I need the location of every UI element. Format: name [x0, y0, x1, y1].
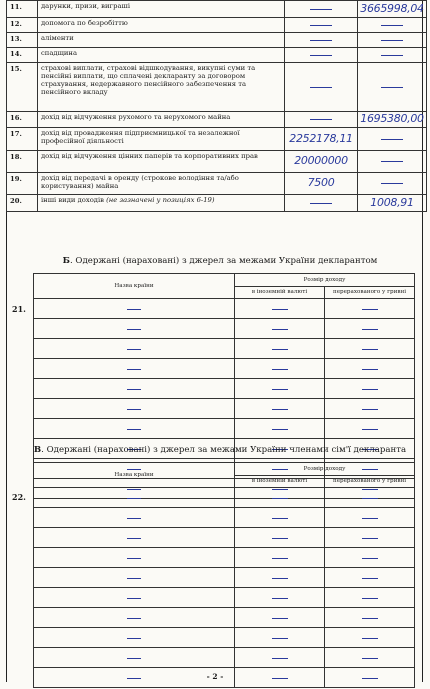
description-note: (не зазначені у позиціях 6-19): [106, 196, 215, 204]
handwritten-dash: [272, 638, 288, 639]
uah-amount-cell: [325, 548, 415, 568]
handwritten-dash: [272, 498, 288, 499]
row-21-label: 21.: [12, 304, 26, 314]
amount-col-1: [285, 18, 358, 33]
handwritten-dash: [362, 578, 378, 579]
country-cell: [34, 339, 235, 359]
row-number: 19.: [7, 173, 38, 195]
country-cell: [34, 319, 235, 339]
uah-amount-cell: [325, 339, 415, 359]
foreign-amount-cell: [235, 608, 325, 628]
handwritten-dash: [272, 598, 288, 599]
foreign-amount-cell: [235, 648, 325, 668]
foreign-amount-cell: [235, 548, 325, 568]
amount-col-1: [285, 63, 358, 112]
income-type-description: [38, 18, 285, 33]
income-row: [7, 128, 427, 151]
handwritten-dash: [127, 598, 141, 599]
handwritten-amount: 2252178,11: [289, 131, 353, 145]
row-number: 16.: [7, 112, 38, 128]
uah-amount-cell: [325, 379, 415, 399]
income-type-description: [38, 173, 285, 195]
description-text: дохід від передачі в оренду (строкове володіння та/або користування) майна: [41, 174, 239, 190]
handwritten-dash: [362, 558, 378, 559]
handwritten-dash: [381, 55, 403, 56]
section-v-title: [20, 445, 420, 455]
handwritten-amount: 20000000: [294, 154, 348, 167]
col-country-header: Назва країни: [34, 463, 235, 488]
handwritten-dash: [272, 369, 288, 370]
amount-col-2: [358, 63, 427, 112]
handwritten-dash: [127, 658, 141, 659]
amount-col-1: [285, 33, 358, 48]
description-text: дохід від відчуження цінних паперів та корпоративних прав: [41, 152, 258, 160]
handwritten-dash: [362, 349, 378, 350]
handwritten-amount: 3665998,04: [360, 1, 424, 15]
row-number: 17.: [7, 128, 38, 151]
income-row: [7, 151, 427, 173]
handwritten-dash: [310, 55, 332, 56]
country-cell: [34, 399, 235, 419]
handwritten-dash: [127, 518, 141, 519]
table-row: [34, 608, 415, 628]
income-type-description: [38, 1, 285, 18]
handwritten-dash: [362, 518, 378, 519]
row-22-label: 22.: [12, 492, 26, 502]
foreign-amount-cell: [235, 568, 325, 588]
handwritten-dash: [362, 598, 378, 599]
table-row: [34, 648, 415, 668]
row-number: 13.: [7, 33, 38, 48]
handwritten-dash: [272, 618, 288, 619]
handwritten-dash: [127, 638, 141, 639]
uah-amount-cell: [325, 319, 415, 339]
uah-amount-cell: [325, 508, 415, 528]
handwritten-dash: [362, 658, 378, 659]
income-type-description: [38, 195, 285, 212]
handwritten-dash: [310, 40, 332, 41]
description-text: інші види доходів: [41, 196, 104, 204]
uah-amount-cell: [325, 528, 415, 548]
amount-col-1: [285, 173, 358, 195]
income-row: [7, 112, 427, 128]
table-row: [34, 419, 415, 439]
country-cell: [34, 528, 235, 548]
uah-amount-cell: [325, 628, 415, 648]
row-number: 20.: [7, 195, 38, 212]
amount-col-2: [358, 18, 427, 33]
country-cell: [34, 299, 235, 319]
country-cell: [34, 419, 235, 439]
table-row: [34, 508, 415, 528]
handwritten-dash: [272, 409, 288, 410]
uah-amount-cell: [325, 488, 415, 508]
country-cell: [34, 359, 235, 379]
handwritten-dash: [127, 329, 141, 330]
amount-col-2: [358, 33, 427, 48]
handwritten-dash: [310, 203, 332, 204]
handwritten-dash: [272, 329, 288, 330]
foreign-amount-cell: [235, 299, 325, 319]
section-v-title-text: . Одержані (нараховані) з джерел за межами України членами сім'ї декларанта: [41, 445, 407, 455]
amount-col-2: [358, 1, 427, 18]
foreign-amount-cell: [235, 339, 325, 359]
handwritten-dash: [381, 183, 403, 184]
handwritten-dash: [310, 9, 332, 10]
foreign-amount-cell: [235, 528, 325, 548]
table-row: [34, 399, 415, 419]
country-cell: [34, 608, 235, 628]
amount-col-1: [285, 48, 358, 63]
handwritten-dash: [362, 409, 378, 410]
country-cell: [34, 588, 235, 608]
section-b-title: [20, 256, 420, 266]
page-number: - 2 -: [206, 672, 224, 681]
handwritten-dash: [272, 429, 288, 430]
income-type-description: [38, 63, 285, 112]
income-row: [7, 33, 427, 48]
handwritten-dash: [127, 389, 141, 390]
handwritten-dash: [362, 538, 378, 539]
handwritten-dash: [127, 309, 141, 310]
income-row: [7, 1, 427, 18]
foreign-amount-cell: [235, 588, 325, 608]
row-number: 18.: [7, 151, 38, 173]
row-number: 11.: [7, 1, 38, 18]
income-row: [7, 63, 427, 112]
col-amount-header: Розмір доходу: [235, 463, 415, 476]
foreign-amount-cell: [235, 419, 325, 439]
table-row: [34, 299, 415, 319]
foreign-amount-cell: [235, 628, 325, 648]
table-row: [34, 379, 415, 399]
uah-amount-cell: [325, 648, 415, 668]
handwritten-dash: [381, 139, 403, 140]
section-v-letter: В: [33, 445, 42, 455]
handwritten-dash: [127, 578, 141, 579]
table-row: [34, 359, 415, 379]
table-row: [34, 319, 415, 339]
col-foreign-currency-header: в іноземній валюті: [235, 286, 325, 299]
handwritten-dash: [272, 658, 288, 659]
table-row: [34, 548, 415, 568]
foreign-amount-cell: [235, 319, 325, 339]
handwritten-dash: [362, 638, 378, 639]
country-cell: [34, 379, 235, 399]
handwritten-dash: [362, 429, 378, 430]
handwritten-dash: [362, 309, 378, 310]
handwritten-dash: [272, 518, 288, 519]
amount-col-1: [285, 151, 358, 173]
foreign-amount-cell: [235, 359, 325, 379]
handwritten-dash: [272, 578, 288, 579]
income-row: [7, 173, 427, 195]
country-cell: [34, 508, 235, 528]
amount-col-1: [285, 1, 358, 18]
handwritten-dash: [127, 618, 141, 619]
handwritten-dash: [381, 87, 403, 88]
amount-col-2: [358, 151, 427, 173]
uah-amount-cell: [325, 568, 415, 588]
foreign-amount-cell: [235, 488, 325, 508]
handwritten-dash: [310, 25, 332, 26]
income-types-table: [6, 0, 427, 212]
income-type-description: [38, 33, 285, 48]
handwritten-dash: [272, 538, 288, 539]
amount-col-2: [358, 195, 427, 212]
table-row: [34, 488, 415, 508]
col-uah-header: перерахованого у гривні: [325, 475, 415, 488]
table-row: [34, 339, 415, 359]
table-row: [34, 528, 415, 548]
uah-amount-cell: [325, 399, 415, 419]
description-text: допомога по безробіттю: [41, 19, 128, 27]
handwritten-dash: [127, 538, 141, 539]
description-text: дохід від провадження підприємницької та незалежної професійної діяльності: [41, 129, 240, 145]
row-number: 14.: [7, 48, 38, 63]
amount-col-2: [358, 48, 427, 63]
country-cell: [34, 488, 235, 508]
table-row: [34, 628, 415, 648]
income-row: [7, 18, 427, 33]
handwritten-dash: [310, 119, 332, 120]
description-text: дарунки, призи, виграші: [41, 2, 131, 10]
handwritten-dash: [127, 498, 141, 499]
table-row: [34, 568, 415, 588]
amount-col-2: [358, 112, 427, 128]
income-type-description: [38, 112, 285, 128]
description-text: страхові виплати, страхові відшкодування, викупні суми та пенсійні виплати, що сплачені декларанту за договором страхування, недержавного пенсійного забезпечення та пенсійного вкладу: [41, 64, 256, 96]
handwritten-dash: [362, 389, 378, 390]
handwritten-dash: [362, 369, 378, 370]
handwritten-amount: 7500: [307, 176, 335, 189]
country-cell: [34, 548, 235, 568]
foreign-amount-cell: [235, 508, 325, 528]
handwritten-dash: [381, 161, 403, 162]
handwritten-dash: [381, 25, 403, 26]
foreign-income-family-table: [33, 462, 415, 688]
amount-col-1: [285, 128, 358, 151]
uah-amount-cell: [325, 588, 415, 608]
income-row: [7, 48, 427, 63]
foreign-amount-cell: [235, 379, 325, 399]
amount-col-1: [285, 195, 358, 212]
handwritten-dash: [127, 349, 141, 350]
amount-col-1: [285, 112, 358, 128]
foreign-amount-cell: [235, 399, 325, 419]
handwritten-dash: [272, 309, 288, 310]
section-b-title-text: . Одержані (нараховані) з джерел за межами України декларантом: [69, 256, 378, 266]
col-foreign-currency-header: в іноземній валюті: [235, 475, 325, 488]
income-type-description: [38, 151, 285, 173]
uah-amount-cell: [325, 299, 415, 319]
country-cell: [34, 628, 235, 648]
handwritten-dash: [127, 558, 141, 559]
handwritten-dash: [127, 369, 141, 370]
uah-amount-cell: [325, 359, 415, 379]
handwritten-amount: 1008,91: [370, 195, 414, 209]
handwritten-amount: 1695380,00: [360, 112, 424, 125]
table-row: [34, 588, 415, 608]
handwritten-dash: [272, 349, 288, 350]
handwritten-dash: [362, 329, 378, 330]
uah-amount-cell: [325, 419, 415, 439]
handwritten-dash: [127, 409, 141, 410]
description-text: аліменти: [41, 34, 74, 42]
handwritten-dash: [272, 558, 288, 559]
row-number: 12.: [7, 18, 38, 33]
handwritten-dash: [362, 618, 378, 619]
col-uah-header: перерахованого у гривні: [325, 286, 415, 299]
handwritten-dash: [381, 40, 403, 41]
description-text: дохід від відчуження рухомого та нерухомого майна: [41, 113, 231, 121]
country-cell: [34, 568, 235, 588]
amount-col-2: [358, 173, 427, 195]
section-b-letter: Б: [62, 256, 70, 266]
uah-amount-cell: [325, 608, 415, 628]
income-type-description: [38, 128, 285, 151]
col-country-header: Назва країни: [34, 274, 235, 299]
income-row: [7, 195, 427, 212]
handwritten-dash: [362, 498, 378, 499]
description-text: спадщина: [41, 49, 78, 57]
handwritten-dash: [127, 429, 141, 430]
row-number: 15.: [7, 63, 38, 112]
income-type-description: [38, 48, 285, 63]
col-amount-header: Розмір доходу: [235, 274, 415, 287]
handwritten-dash: [310, 87, 332, 88]
handwritten-dash: [272, 389, 288, 390]
amount-col-2: [358, 128, 427, 151]
country-cell: [34, 648, 235, 668]
